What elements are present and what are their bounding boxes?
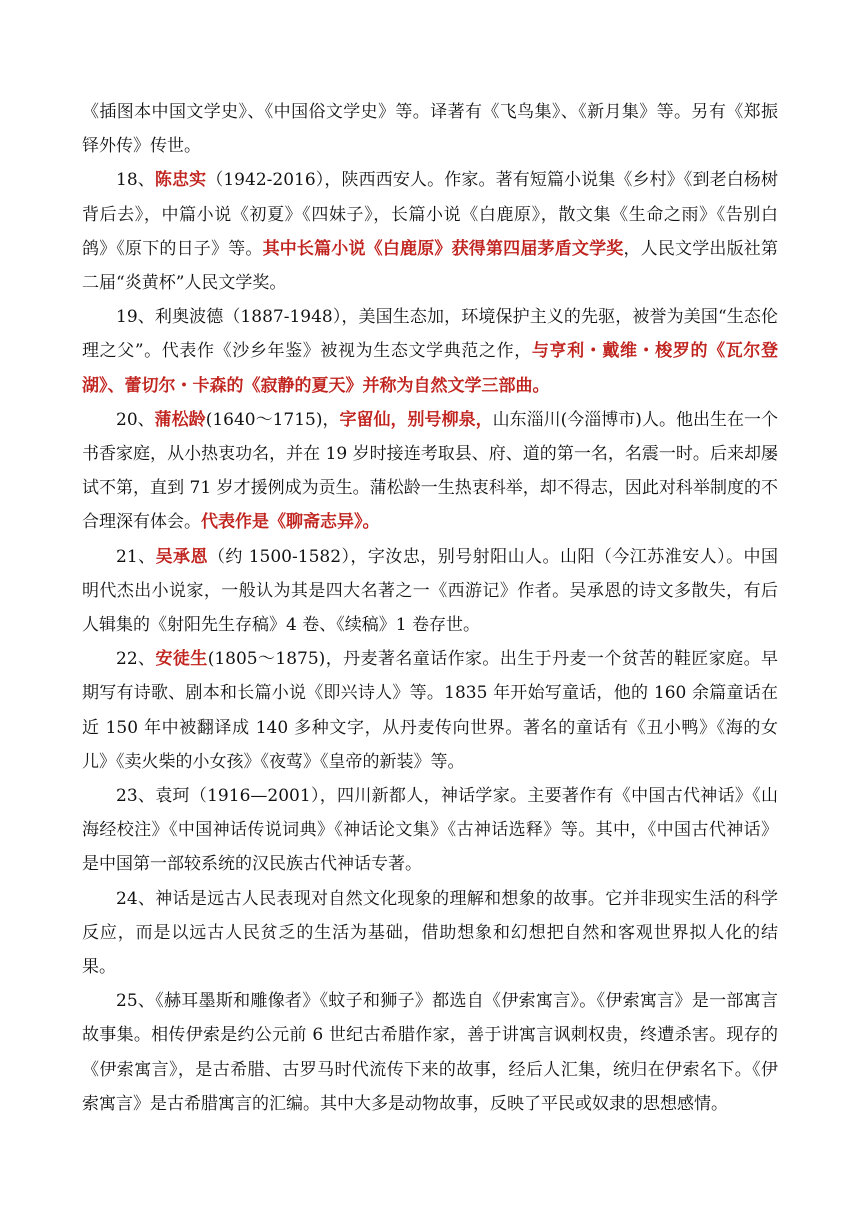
paragraph-21-wu-chengen — [82, 540, 778, 643]
highlight-run: 陈忠实 — [154, 170, 207, 191]
highlight-run: 安徒生 — [155, 649, 208, 670]
paragraph-zheng-zhenduo-cont — [82, 95, 778, 163]
text-run: 18、 — [116, 170, 155, 191]
text-run: 《插图本中国文学史》、《中国俗文学史》等。译著有《飞鸟集》、《新月集》等。另有《郑振铎外传》传世。 — [82, 102, 778, 157]
text-run: (1805～1875)，丹麦著名童话作家。出生于丹麦一个贫苦的鞋匠家庭。早期写有诗歌、剧本和长篇小说《即兴诗人》等。1835 年开始写童话，他的 160 余篇童话在近 150 年中被翻译成 140 多种文字，从丹麦传向世界。著名的童话有《丑小鸭》《海的女儿》《卖火柴的小女孩》《夜莺》《皇帝的新装》等。 — [82, 649, 779, 772]
text-run: 山东淄川(今淄博市)人。他出生在一个书香家庭，从小热衷功名，并在 19 岁时接连考取县、府、道的第一名，名震一时。后来却屡试不第，直到 71 岁才援例成为贡生。蒲松龄一生热衷科举，却不得志，因此对科举制度的不合理深有体会。 — [82, 409, 779, 533]
text-run: ，人民文学出版社第二届“炎黄杯”人民文学奖。 — [82, 238, 778, 294]
text-run: 20、 — [116, 409, 155, 430]
text-run: 24、神话是远古人民表现对自然文化现象的理解和想象的故事。它并非现实生活的科学反应，而是以远古人民贫乏的生活为基础，借助想象和幻想把自然和客观世界拟人化的结果。 — [82, 888, 778, 978]
paragraph-22-andersen — [82, 642, 778, 779]
text-run: （约 1500-1582），字汝忠，别号射阳山人。山阳（今江苏淮安人）。中国明代杰出小说家，一般认为其是四大名著之一《西游记》作者。吴承恩的诗文多散失，有后人辑集的《射阳先生存稿》4 卷、《续稿》1 卷存世。 — [82, 546, 778, 636]
text-run: 19、利奥波德（1887-1948），美国生态加，环境保护主义的先驱，被誉为美国“生态伦理之父”。代表作《沙乡年鉴》被视为生态文学典范之作， — [82, 307, 778, 362]
text-run: 22、 — [116, 649, 156, 670]
paragraph-18-chen-zhongshi — [82, 163, 778, 300]
highlight-run: 其中长篇小说《白鹿原》获得第四届茅盾文学奖 — [262, 238, 624, 259]
text-run: 25、《赫耳墨斯和雕像者》《蚊子和狮子》都选自《伊索寓言》。《伊索寓言》是一部寓言故事集。相传伊索是约公元前 6 世纪古希腊作家，善于讲寓言讽刺权贵，终遭杀害。现存的《伊索寓言》，是古希腊、古罗马时代流传下来的故事，经后人汇集，统归在伊索名下。《伊索寓言》是古希腊寓言的汇编。其中大多是动物故事，反映了平民或奴隶的思想感情。 — [82, 991, 778, 1114]
highlight-run: 代表作是《聊斋志异》。 — [201, 512, 380, 533]
highlight-run: 字留仙，别号柳泉， — [339, 409, 493, 430]
paragraph-20-pu-songling — [82, 403, 778, 540]
text-run: 21、 — [116, 546, 156, 567]
text-run: (1640～1715)， — [205, 409, 340, 430]
highlight-run: 吴承恩 — [155, 546, 208, 567]
paragraph-19-leopold — [82, 300, 778, 403]
paragraph-23-yuan-ke — [82, 779, 778, 882]
text-run: 23、袁珂（1916—2001），四川新都人，神话学家。主要著作有《中国古代神话》《山海经校注》《中国神话传说词典》《神话论文集》《古神话选释》等。其中，《中国古代神话》是中国第一部较系统的汉民族古代神话专著。 — [82, 786, 778, 875]
paragraph-25-aesop — [82, 984, 778, 1121]
text-run: （1942-2016），陕西西安人。作家。著有短篇小说集《乡村》《到老白杨树背后去》，中篇小说《初夏》《四妹子》，长篇小说《白鹿原》，散文集《生命之雨》《告别白鸽》《原下的日子》等。 — [82, 170, 778, 259]
highlight-run: 蒲松龄 — [154, 409, 206, 430]
highlight-run: 与亨利・戴维・梭罗的《瓦尔登湖》、蕾切尔・卡森的《寂静的夏天》并称为自然文学三部曲。 — [82, 341, 778, 396]
paragraph-24-myth — [82, 882, 778, 985]
